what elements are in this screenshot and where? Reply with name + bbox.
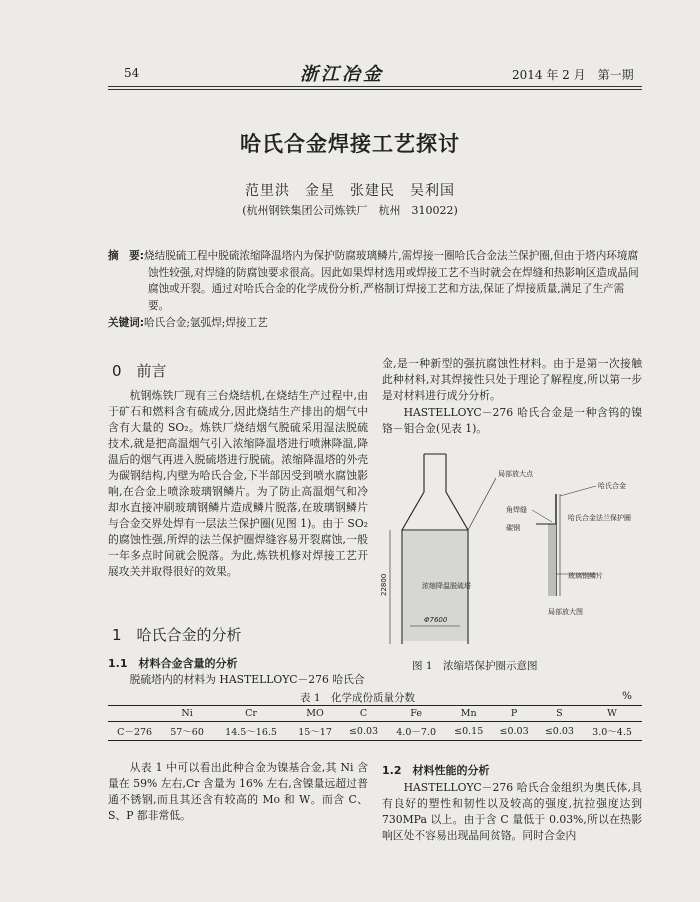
table-1-caption: 表 1 化学成份质量分数	[300, 692, 416, 704]
right-column-top	[382, 356, 642, 437]
paper-title: 哈氏合金焊接工艺探讨	[240, 132, 460, 156]
keywords-text: 哈氏合金;氩弧焊;焊接工艺	[144, 317, 268, 329]
table-header-cell: Cr	[245, 708, 257, 719]
table-cell: 3.0～4.5	[592, 727, 632, 738]
table-header-cell: MO	[306, 708, 324, 719]
alloy-leader	[560, 486, 596, 496]
composition-table	[108, 705, 642, 741]
header-rule-thin	[108, 89, 642, 90]
table-cell: ≤0.15	[454, 725, 484, 737]
subsection-1-2-heading: 1.2 材料性能的分析	[382, 764, 490, 777]
table-header-cell: Ni	[181, 708, 193, 719]
affiliation: (杭州钢铁集团公司炼铁厂 杭州 310022)	[242, 204, 458, 217]
table-cell: C－276	[117, 727, 153, 738]
section-1-heading: 1 哈氏合金的分析	[112, 626, 242, 644]
table-row	[108, 722, 642, 741]
height-label: 22800	[380, 573, 388, 596]
abstract-text: 烧结脱硫工程中脱硫浓缩降温塔内为保护防腐玻璃鳞片,需焊接一圈哈氏合金法兰保护圈,但由于塔内环境腐蚀性较强,对焊缝的防腐蚀要求很高。因此如果焊材选用或焊接工艺不当时就会在焊缝和热影响区造成晶间腐蚀或开裂。通过对哈氏合金的化学成份分析,严格制订焊接工艺和方法,保证了焊接质量,满足了生产需要。	[144, 250, 639, 312]
journal-name: 浙江冶金	[300, 64, 384, 85]
diameter-label: Φ7600	[424, 616, 448, 624]
right-para-1: 金,是一种新型的强抗腐蚀性材料。由于是第一次接触此种材料,对其焊接性只处于理论了解程度,所以第一步是对材料进行成分分析。	[382, 357, 642, 402]
weld-label: 角焊缝	[506, 506, 527, 514]
page-number: 54	[124, 66, 140, 80]
section-0-body	[108, 388, 368, 580]
table-header-cell: S	[556, 708, 563, 719]
bottom-left-body	[108, 760, 368, 824]
keywords-label: 关键词:	[108, 317, 145, 329]
bottom-right-paragraph: HASTELLOYC－276 哈氏合金组织为奥氏体,具有良好的塑性和韧性以及较高的强度,抗拉强度达到 730MPa 以上。由于含 C 量低于 0.03%,所以在热影响区处不容易出现晶间贫铬。同时合金内	[382, 781, 642, 842]
table-cell: 57～60	[170, 727, 204, 738]
table-cell: ≤0.03	[499, 725, 529, 737]
table-header-cell: Fe	[410, 708, 422, 719]
table-cell: ≤0.03	[348, 725, 379, 737]
alloy-label: 哈氏合金	[598, 482, 626, 490]
figure-1	[372, 448, 642, 648]
table-1-unit: %	[622, 690, 632, 702]
bottom-left-paragraph: 从表 1 中可以看出此种合金为镍基合金,其 Ni 含量在 59% 左右,Cr 含量为 16% 左右,含镍量远超过普通不锈钢,而且其还含有较高的 Mo 和 W。而含 C、S、P 都非常低。	[108, 761, 368, 822]
table-header-cell: Mn	[460, 708, 477, 719]
right-para-2: HASTELLOYC－276 哈氏合金是一种含钨的镍铬－钼合金(见表 1)。	[382, 406, 642, 435]
table-header-cell: W	[607, 708, 617, 719]
subsection-1-1-line: 脱硫塔内的材料为 HASTELLOYC－276 哈氏合	[129, 673, 365, 686]
weld-leader	[532, 510, 552, 522]
table-header-cell: P	[510, 708, 518, 719]
detail-view-label: 局部放大图	[548, 608, 583, 616]
figure-1-caption: 图 1 浓缩塔保护圈示意图	[412, 660, 538, 672]
carbon-steel-label: 碳钢	[506, 524, 520, 532]
table-header-cell	[108, 706, 161, 722]
table-1	[108, 705, 642, 741]
zoom-leader	[468, 478, 496, 530]
table-header-cell: C	[359, 708, 368, 719]
tower-label: 浓缩降温脱硫塔	[422, 582, 471, 590]
subsection-1-1-heading: 1.1 材料合金含量的分析	[108, 657, 238, 670]
table-cell: 4.0－7.0	[396, 727, 436, 738]
issue-info: 2014 年 2 月 第一期	[512, 68, 634, 82]
detail-flakes	[548, 524, 556, 596]
table-header-row	[108, 706, 642, 722]
zoom-point-label: 局部放大点	[498, 470, 533, 478]
table-cell: 15～17	[298, 727, 332, 738]
authors: 范里洪 金星 张建民 吴利国	[245, 183, 455, 199]
abstract	[108, 248, 642, 332]
abstract-label: 摘 要:	[108, 250, 145, 262]
flange-label: 哈氏合金法兰保护圈	[568, 514, 631, 522]
subsection-1-1-body	[108, 672, 368, 688]
intro-paragraph: 杭钢炼铁厂现有三台烧结机,在烧结生产过程中,由于矿石和燃料含有硫成分,因此烧结生产排出的烟气中含有大量的 SO₂。炼铁厂烧结烟气脱硫采用湿法脱硫技术,就是把高温烟气引入浓缩降温塔进行喷淋降温,降温后的烟气再进入脱硫塔进行脱硫。浓缩降温塔的外壳为碳钢结构,内壁为哈氏合金,下半部因受到喷水腐蚀影响,在合金上喷涂玻璃钢鳞片。为了防止高温烟气和冷却水直接冲刷玻璃钢鳞片造成鳞片脱落,在玻璃钢鳞片与合金交界处焊有一层法兰保护圈(见图 1)。由于 SO₂ 的腐蚀性强,所焊的法兰保护圈焊缝容易开裂腐蚀,一般一年多点时间就会脱落。为此,炼铁机修对焊接工艺开展攻关并取得很好的效果。	[108, 389, 368, 578]
glass-flakes-label: 玻璃钢鳞片	[568, 572, 603, 580]
table-cell: 14.5～16.5	[225, 727, 277, 738]
section-0-heading: 0 前言	[112, 362, 167, 380]
header-rule	[108, 86, 642, 87]
table-cell: ≤0.03	[544, 725, 574, 737]
bottom-right-body	[382, 780, 642, 844]
